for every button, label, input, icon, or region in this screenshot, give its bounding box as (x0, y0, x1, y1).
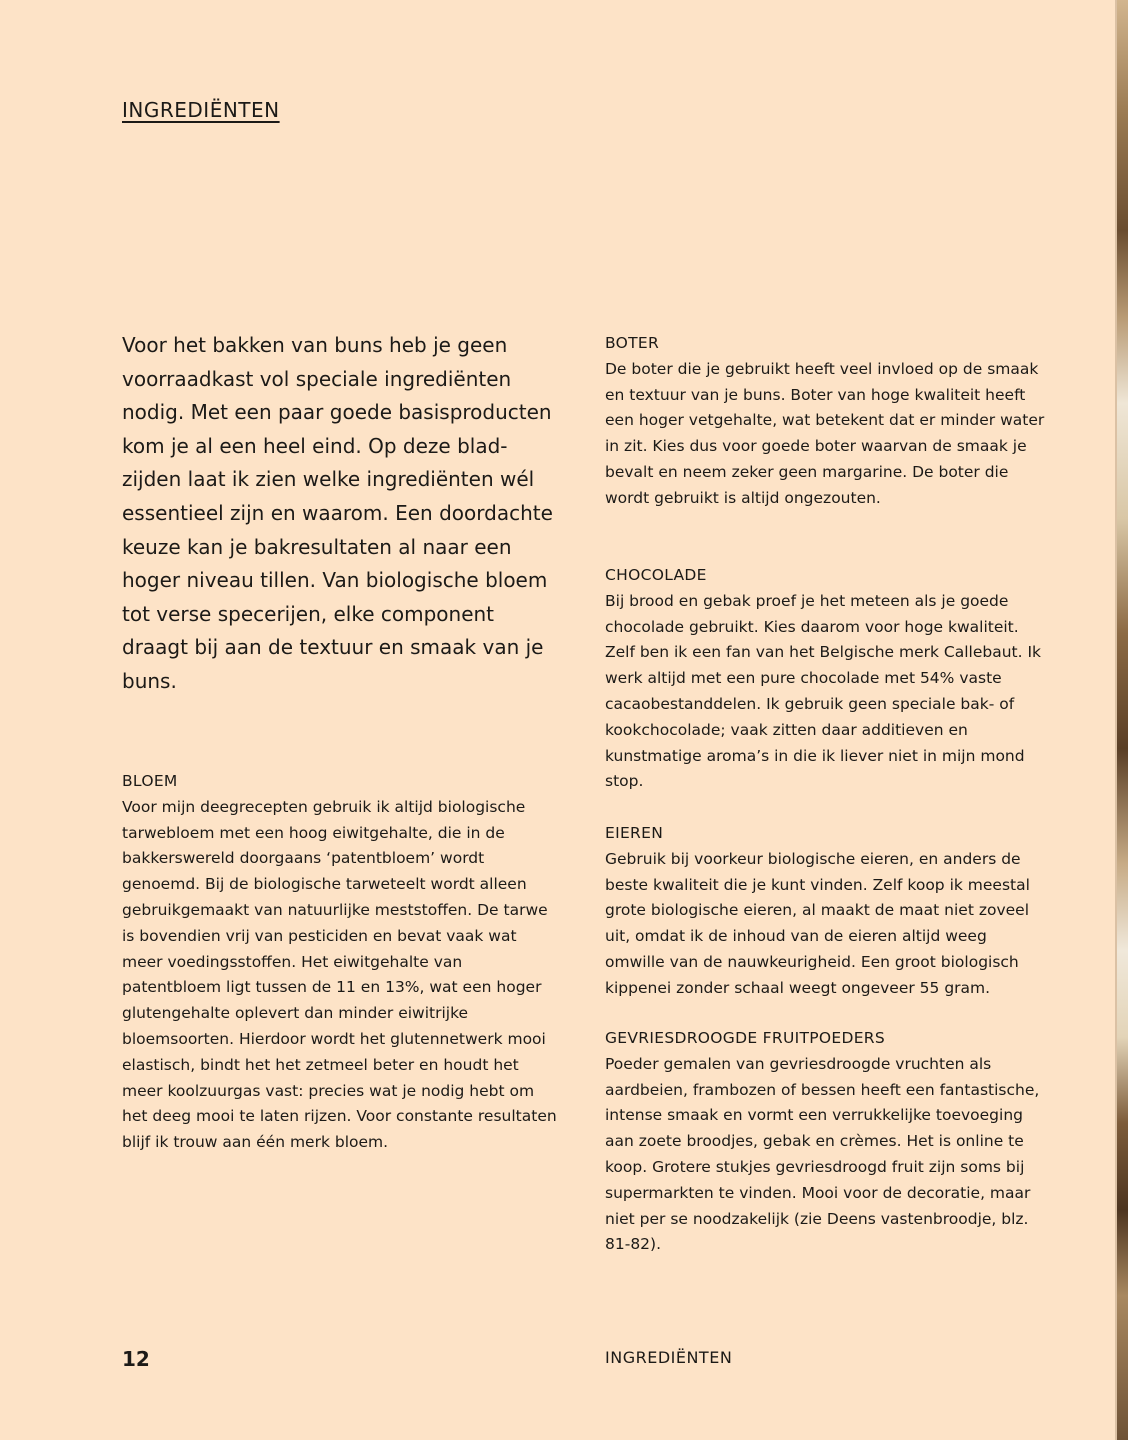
running-footer-title: INGREDIËNTEN (605, 1348, 733, 1367)
page-header: INGREDIËNTEN (122, 98, 280, 122)
section-heading: CHOCOLADE (605, 566, 707, 584)
intro-paragraph: Voor het bakken van buns heb je geen voorraadkast vol speciale ingrediënten nodig. Met een paar goede basisproducten kom je al een heel eind. Op deze blad-zijden laat ik zien welke ingrediënten wél essentieel zijn en waarom. Een doordachte keuze kan je bakresultaten al naar een hoger niveau tillen. Van biologische bloem tot verse specerijen, elke component draagt bij aan de textuur en smaak van je buns. (122, 333, 553, 693)
section-eieren (605, 821, 1045, 1002)
section-body: Poeder gemalen van gevriesdroogde vruchten als aardbeien, frambozen of bessen heeft een fantastische, intense smaak en vormt een verrukkelijke toevoeging aan zoete broodjes, gebak en crèmes. Het is online te koop. Grotere stukjes gevriesdroogd fruit zijn soms bij supermarkten te vinden. Mooi voor de decoratie, maar niet per se noodzakelijk (zie Deens vastenbroodje, blz. 81-82). (605, 1054, 1040, 1254)
section-heading: BOTER (605, 334, 660, 352)
page-number: 12 (122, 1347, 150, 1371)
section-heading: EIEREN (605, 824, 664, 842)
section-chocolade (605, 563, 1045, 795)
section-body: Voor mijn deegrecepten gebruik ik altijd biologische tarwebloem met een hoog eiwitgehalte, die in de bakkerswereld doorgaans ‘patentbloem’ wordt genoemd. Bij de biologische tarweteelt wordt alleen gebruikgemaakt van natuurlijke meststoffen. De tarwe is bovendien vrij van pesticiden en bevat vaak wat meer voedingsstoffen. Het eiwitgehalte van patentbloem ligt tussen de 11 en 13%, wat een hoger glutengehalte oplevert dan minder eiwitrijke bloemsoorten. Hierdoor wordt het glutennetwerk mooi elastisch, bindt het het zetmeel beter en houdt het meer koolzuurgas vast: precies wat je nodig hebt om het deeg mooi te laten rijzen. Voor constante resultaten blijf ik trouw aan één merk bloem. (122, 797, 557, 1152)
section-fruitpoeders (605, 1026, 1045, 1258)
section-boter (605, 331, 1045, 512)
section-body: Bij brood en gebak proef je het meteen als je goede chocolade gebruikt. Kies daarom voor hoge kwaliteit. Zelf ben ik een fan van het Belgische merk Callebaut. Ik werk altijd met een pure chocolade met 54% vaste cacaobestanddelen. Ik gebruik geen speciale bak- of kookchocolade; vaak zitten daar additieven en kunstmatige aroma’s in die ik liever niet in mijn mond stop. (605, 591, 1042, 791)
adjacent-page-photo-strip (1117, 0, 1128, 1440)
section-bloem (122, 769, 562, 1156)
section-body: De boter die je gebruikt heeft veel invloed op de smaak en textuur van je buns. Boter van hoge kwaliteit heeft een hoger vetgehalte, wat betekent dat er minder water in zit. Kies dus voor goede boter waarvan de smaak je bevalt en neem zeker geen margarine. De boter die wordt gebruikt is altijd ongezouten. (605, 359, 1045, 507)
section-body: Gebruik bij voorkeur biologische eieren, en anders de beste kwaliteit die je kunt vinden. Zelf koop ik meestal grote biologische eieren, al maakt de maat niet zoveel uit, omdat ik de inhoud van de eieren altijd weeg omwille van de nauwkeurigheid. Een groot biologisch kippenei zonder schaal weegt ongeveer 55 gram. (605, 849, 1030, 997)
section-heading: BLOEM (122, 772, 178, 790)
section-heading: GEVRIESDROOGDE FRUITPOEDERS (605, 1029, 886, 1047)
